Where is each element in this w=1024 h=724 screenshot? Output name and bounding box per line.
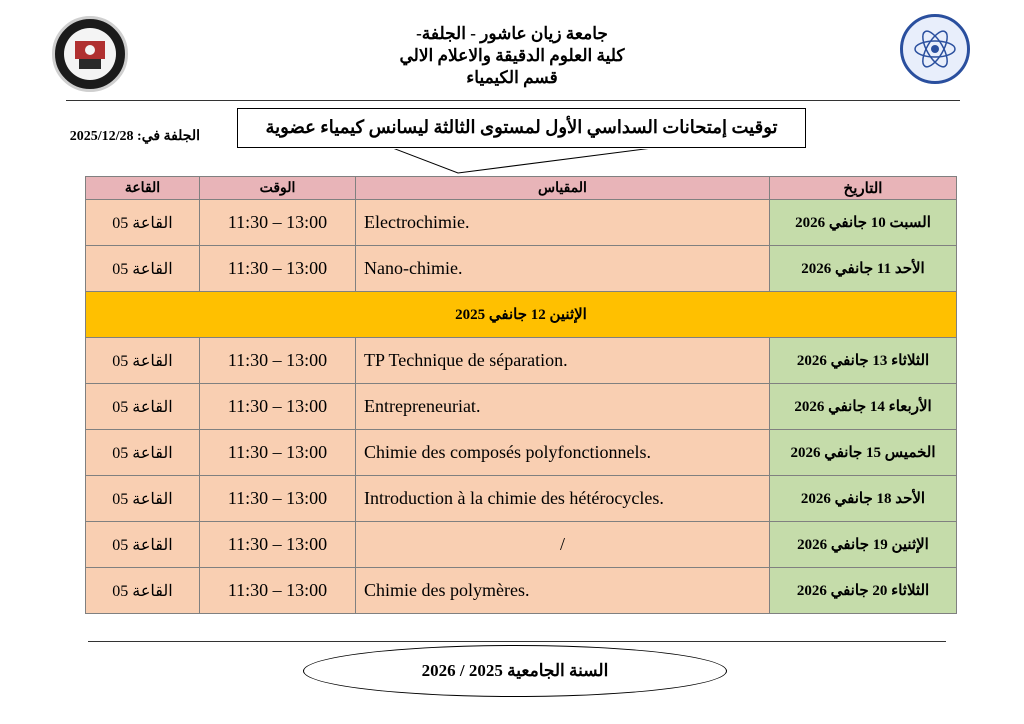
exam-time: 11:30 – 13:00 <box>200 430 356 476</box>
header-room: القاعة <box>86 177 200 200</box>
exam-date: السبت 10 جانفي 2026 <box>770 200 957 246</box>
table-row <box>86 200 957 246</box>
exam-room: القاعة 05 <box>86 522 200 568</box>
table-row <box>86 522 957 568</box>
exam-date: الأربعاء 14 جانفي 2026 <box>770 384 957 430</box>
exam-room: القاعة 05 <box>86 476 200 522</box>
table-row <box>86 476 957 522</box>
holiday-label: الإثنين 12 جانفي 2025 <box>86 292 957 338</box>
exam-time: 11:30 – 13:00 <box>200 246 356 292</box>
exam-schedule-table <box>85 176 957 614</box>
table-header-row <box>86 177 957 200</box>
exam-room: القاعة 05 <box>86 430 200 476</box>
table-row <box>86 430 957 476</box>
footer-divider <box>88 641 946 642</box>
exam-time: 11:30 – 13:00 <box>200 476 356 522</box>
exam-date: الأحد 11 جانفي 2026 <box>770 246 957 292</box>
exam-module: Chimie des composés polyfonctionnels. <box>356 430 770 476</box>
exam-time: 11:30 – 13:00 <box>200 200 356 246</box>
exam-module: Entrepreneuriat. <box>356 384 770 430</box>
exam-time: 11:30 – 13:00 <box>200 338 356 384</box>
exam-module: Chimie des polymères. <box>356 568 770 614</box>
exam-module: TP Technique de séparation. <box>356 338 770 384</box>
header-module: المقياس <box>356 177 770 200</box>
academic-year: السنة الجامعية 2025 / 2026 <box>303 645 727 697</box>
university-name: جامعة زيان عاشور - الجلفة- <box>416 24 608 43</box>
date-label: الجلفة في: 2025/12/28 <box>69 129 200 144</box>
exam-date: الأحد 18 جانفي 2026 <box>770 476 957 522</box>
exam-module: Nano-chimie. <box>356 246 770 292</box>
header-date: التاريخ <box>770 177 957 200</box>
university-seal-icon <box>52 16 128 92</box>
exam-date: الخميس 15 جانفي 2026 <box>770 430 957 476</box>
header-time: الوقت <box>200 177 356 200</box>
table-row <box>86 338 957 384</box>
exam-time: 11:30 – 13:00 <box>200 568 356 614</box>
exam-date: الثلاثاء 20 جانفي 2026 <box>770 568 957 614</box>
chemistry-department-icon <box>900 14 970 84</box>
exam-room: القاعة 05 <box>86 246 200 292</box>
exam-module: Introduction à la chimie des hétérocycles. <box>356 476 770 522</box>
header-divider <box>66 100 960 101</box>
department-name: قسم الكيمياء <box>466 68 558 87</box>
faculty-name: كلية العلوم الدقيقة والاعلام الالي <box>399 46 625 65</box>
page-title: توقيت إمتحانات السداسي الأول لمستوى الثالثة ليسانس كيمياء عضوية <box>237 108 806 148</box>
exam-module: Electrochimie. <box>356 200 770 246</box>
table-row <box>86 384 957 430</box>
title-callout-pointer <box>390 147 660 177</box>
holiday-row <box>86 292 957 338</box>
exam-room: القاعة 05 <box>86 338 200 384</box>
exam-time: 11:30 – 13:00 <box>200 384 356 430</box>
table-row <box>86 568 957 614</box>
table-row <box>86 246 957 292</box>
exam-time: 11:30 – 13:00 <box>200 522 356 568</box>
exam-date: الثلاثاء 13 جانفي 2026 <box>770 338 957 384</box>
exam-room: القاعة 05 <box>86 200 200 246</box>
exam-room: القاعة 05 <box>86 384 200 430</box>
exam-date: الإثنين 19 جانفي 2026 <box>770 522 957 568</box>
exam-module: / <box>356 522 770 568</box>
exam-room: القاعة 05 <box>86 568 200 614</box>
